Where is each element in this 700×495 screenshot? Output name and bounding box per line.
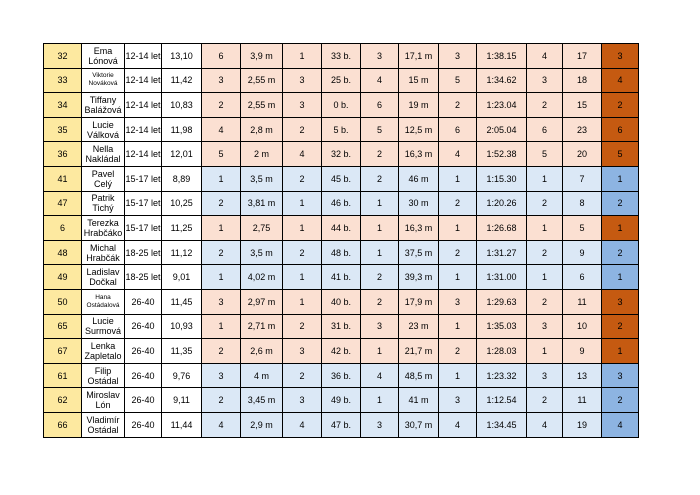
throw-result: 25 b.: [322, 68, 361, 93]
start-number: 41: [44, 166, 82, 191]
distance-result: 30 m: [399, 191, 439, 216]
age-category: 15-17 let: [125, 191, 162, 216]
sprint-result: 11,42: [162, 68, 202, 93]
distance-rank: 3: [439, 289, 477, 314]
last-name: Válková: [86, 129, 120, 140]
final-place: 5: [602, 142, 639, 167]
time-rank: 4: [527, 44, 563, 69]
start-number: 35: [44, 117, 82, 142]
jump-rank: 1: [283, 191, 322, 216]
last-name: Lónová: [88, 55, 118, 66]
last-name: Hrabčák: [86, 252, 120, 263]
table-row: [44, 117, 639, 142]
time-result: 1:38.15: [477, 44, 527, 69]
points-total: 17: [563, 44, 602, 69]
throw-result: 0 b.: [322, 93, 361, 118]
throw-result: 49 b.: [322, 388, 361, 413]
distance-result: 16,3 m: [399, 142, 439, 167]
final-place: 1: [602, 216, 639, 241]
sprint-result: 11,44: [162, 412, 202, 437]
sprint-rank: 4: [202, 412, 241, 437]
age-category: 15-17 let: [125, 216, 162, 241]
sprint-result: 11,98: [162, 117, 202, 142]
distance-rank: 2: [439, 191, 477, 216]
jump-result: 2,55 m: [241, 68, 283, 93]
throw-result: 48 b.: [322, 240, 361, 265]
age-category: 26-40: [125, 314, 162, 339]
first-name: Filip: [94, 365, 112, 376]
age-category: 12-14 let: [125, 93, 162, 118]
start-number: 66: [44, 412, 82, 437]
start-number: 33: [44, 68, 82, 93]
time-rank: 1: [527, 166, 563, 191]
sprint-rank: 2: [202, 191, 241, 216]
age-category: 15-17 let: [125, 166, 162, 191]
time-result: 1:23.04: [477, 93, 527, 118]
time-result: 1:29.63: [477, 289, 527, 314]
distance-result: 39,3 m: [399, 265, 439, 290]
sprint-result: 10,83: [162, 93, 202, 118]
jump-rank: 3: [283, 68, 322, 93]
first-name: Pavel: [91, 168, 115, 179]
throw-rank: 3: [361, 314, 399, 339]
distance-result: 16,3 m: [399, 216, 439, 241]
jump-rank: 2: [283, 240, 322, 265]
sprint-result: 12,01: [162, 142, 202, 167]
last-name: Surmová: [84, 326, 121, 337]
time-rank: 2: [527, 93, 563, 118]
table-row: [44, 240, 639, 265]
last-name: Celý: [93, 178, 112, 189]
first-name: Vladimír: [86, 414, 120, 425]
points-total: 5: [563, 216, 602, 241]
throw-result: 47 b.: [322, 412, 361, 437]
jump-result: 3,5 m: [241, 240, 283, 265]
first-name: Lucie: [92, 316, 114, 327]
distance-rank: 6: [439, 117, 477, 142]
throw-rank: 5: [361, 117, 399, 142]
jump-result: 2 m: [241, 142, 283, 167]
time-result: 1:28.03: [477, 339, 527, 364]
jump-rank: 4: [283, 412, 322, 437]
first-name: Ema: [93, 45, 113, 56]
age-category: 26-40: [125, 289, 162, 314]
throw-result: 5 b.: [322, 117, 361, 142]
start-number: 48: [44, 240, 82, 265]
jump-rank: 3: [283, 93, 322, 118]
sprint-result: 11,25: [162, 216, 202, 241]
last-name: Zapletalo: [84, 350, 122, 361]
last-name: Dočkal: [89, 277, 117, 288]
competitor-name: [82, 314, 125, 339]
sprint-result: 10,25: [162, 191, 202, 216]
time-rank: 4: [527, 412, 563, 437]
competitor-name: [82, 388, 125, 413]
sprint-result: 11,45: [162, 289, 202, 314]
distance-rank: 2: [439, 93, 477, 118]
jump-result: 3,45 m: [241, 388, 283, 413]
distance-result: 48,5 m: [399, 363, 439, 388]
last-name: Ostádal: [87, 424, 119, 435]
last-name: Nováková: [88, 80, 118, 88]
competitor-name: [82, 363, 125, 388]
competitor-name: [82, 68, 125, 93]
table-row: [44, 166, 639, 191]
points-total: 9: [563, 240, 602, 265]
start-number: 62: [44, 388, 82, 413]
throw-rank: 2: [361, 265, 399, 290]
first-name: Lenka: [90, 340, 116, 351]
throw-rank: 1: [361, 216, 399, 241]
table-row: [44, 289, 639, 314]
time-result: 1:23.32: [477, 363, 527, 388]
last-name: Ostádalová: [86, 301, 120, 309]
table-row: [44, 388, 639, 413]
table-row: [44, 412, 639, 437]
sprint-rank: 2: [202, 339, 241, 364]
points-total: 8: [563, 191, 602, 216]
time-rank: 2: [527, 191, 563, 216]
distance-rank: 3: [439, 388, 477, 413]
time-result: 1:31.00: [477, 265, 527, 290]
final-place: 1: [602, 265, 639, 290]
table-row: [44, 314, 639, 339]
distance-result: 19 m: [399, 93, 439, 118]
distance-result: 46 m: [399, 166, 439, 191]
competitor-name: [82, 142, 125, 167]
table-row: [44, 142, 639, 167]
start-number: 34: [44, 93, 82, 118]
first-name: Michal: [89, 242, 116, 253]
time-rank: 1: [527, 216, 563, 241]
throw-rank: 4: [361, 68, 399, 93]
throw-result: 36 b.: [322, 363, 361, 388]
throw-result: 40 b.: [322, 289, 361, 314]
points-total: 6: [563, 265, 602, 290]
start-number: 32: [44, 44, 82, 69]
competitor-name: [82, 44, 125, 69]
jump-result: 4,02 m: [241, 265, 283, 290]
throw-result: 31 b.: [322, 314, 361, 339]
last-name: Tichý: [92, 203, 114, 214]
distance-rank: 2: [439, 339, 477, 364]
sprint-rank: 5: [202, 142, 241, 167]
time-result: 1:31.27: [477, 240, 527, 265]
time-result: 1:35.03: [477, 314, 527, 339]
time-result: 1:34.45: [477, 412, 527, 437]
last-name: Hrabčáko: [83, 227, 123, 238]
throw-result: 44 b.: [322, 216, 361, 241]
sprint-rank: 1: [202, 216, 241, 241]
jump-result: 2,9 m: [241, 412, 283, 437]
sprint-result: 9,76: [162, 363, 202, 388]
age-category: 26-40: [125, 388, 162, 413]
sprint-result: 11,12: [162, 240, 202, 265]
throw-rank: 1: [361, 240, 399, 265]
throw-rank: 1: [361, 388, 399, 413]
throw-result: 41 b.: [322, 265, 361, 290]
competitor-name: [82, 265, 125, 290]
jump-rank: 1: [283, 265, 322, 290]
sprint-result: 9,11: [162, 388, 202, 413]
points-total: 15: [563, 93, 602, 118]
distance-rank: 1: [439, 265, 477, 290]
distance-result: 17,1 m: [399, 44, 439, 69]
throw-rank: 6: [361, 93, 399, 118]
final-place: 2: [602, 191, 639, 216]
competitor-name: [82, 93, 125, 118]
jump-rank: 3: [283, 388, 322, 413]
final-place: 3: [602, 363, 639, 388]
first-name: Terezka: [87, 217, 119, 228]
first-name: Miroslav: [86, 390, 120, 401]
competitor-name: [82, 191, 125, 216]
competitor-name: [82, 117, 125, 142]
sprint-result: 8,89: [162, 166, 202, 191]
final-place: 2: [602, 388, 639, 413]
jump-rank: 4: [283, 142, 322, 167]
time-rank: 3: [527, 68, 563, 93]
time-result: 1:15.30: [477, 166, 527, 191]
age-category: 26-40: [125, 363, 162, 388]
age-category: 26-40: [125, 412, 162, 437]
distance-rank: 4: [439, 412, 477, 437]
jump-result: 2,75: [241, 216, 283, 241]
distance-rank: 5: [439, 68, 477, 93]
table-row: [44, 191, 639, 216]
table-row: [44, 216, 639, 241]
distance-result: 30,7 m: [399, 412, 439, 437]
last-name: Nakládal: [85, 154, 121, 165]
throw-rank: 1: [361, 191, 399, 216]
jump-rank: 2: [283, 314, 322, 339]
final-place: 1: [602, 166, 639, 191]
sprint-result: 10,93: [162, 314, 202, 339]
start-number: 47: [44, 191, 82, 216]
jump-result: 3,9 m: [241, 44, 283, 69]
distance-rank: 1: [439, 166, 477, 191]
distance-result: 23 m: [399, 314, 439, 339]
sprint-rank: 2: [202, 93, 241, 118]
age-category: 12-14 let: [125, 44, 162, 69]
jump-rank: 1: [283, 216, 322, 241]
sprint-rank: 2: [202, 388, 241, 413]
competitor-name: [82, 240, 125, 265]
table-row: [44, 339, 639, 364]
jump-result: 2,8 m: [241, 117, 283, 142]
throw-result: 45 b.: [322, 166, 361, 191]
sprint-result: 13,10: [162, 44, 202, 69]
sprint-rank: 1: [202, 166, 241, 191]
points-total: 23: [563, 117, 602, 142]
throw-result: 33 b.: [322, 44, 361, 69]
sprint-rank: 1: [202, 265, 241, 290]
last-name: Balážová: [84, 104, 122, 115]
points-total: 11: [563, 388, 602, 413]
time-rank: 2: [527, 240, 563, 265]
time-rank: 6: [527, 117, 563, 142]
final-place: 3: [602, 289, 639, 314]
first-name: Ladislav: [86, 267, 120, 278]
start-number: 6: [44, 216, 82, 241]
last-name: Ostádal: [87, 375, 119, 386]
sprint-rank: 6: [202, 44, 241, 69]
table-row: [44, 68, 639, 93]
first-name: Patrik: [91, 193, 115, 204]
points-total: 19: [563, 412, 602, 437]
jump-rank: 1: [283, 289, 322, 314]
start-number: 65: [44, 314, 82, 339]
distance-rank: 1: [439, 363, 477, 388]
time-rank: 2: [527, 388, 563, 413]
points-total: 13: [563, 363, 602, 388]
throw-rank: 2: [361, 166, 399, 191]
throw-rank: 2: [361, 289, 399, 314]
table-row: [44, 265, 639, 290]
sprint-rank: 1: [202, 314, 241, 339]
throw-result: 46 b.: [322, 191, 361, 216]
jump-rank: 2: [283, 117, 322, 142]
sprint-rank: 4: [202, 117, 241, 142]
start-number: 67: [44, 339, 82, 364]
table-row: [44, 93, 639, 118]
first-name: Nella: [92, 144, 114, 155]
time-result: 1:34.62: [477, 68, 527, 93]
throw-rank: 4: [361, 363, 399, 388]
points-total: 11: [563, 289, 602, 314]
distance-result: 37,5 m: [399, 240, 439, 265]
start-number: 50: [44, 289, 82, 314]
final-place: 2: [602, 314, 639, 339]
jump-result: 2,71 m: [241, 314, 283, 339]
time-result: 1:26.68: [477, 216, 527, 241]
time-rank: 3: [527, 363, 563, 388]
points-total: 20: [563, 142, 602, 167]
distance-rank: 4: [439, 142, 477, 167]
jump-result: 4 m: [241, 363, 283, 388]
time-rank: 5: [527, 142, 563, 167]
distance-result: 21,7 m: [399, 339, 439, 364]
start-number: 61: [44, 363, 82, 388]
throw-result: 42 b.: [322, 339, 361, 364]
distance-result: 15 m: [399, 68, 439, 93]
jump-rank: 3: [283, 339, 322, 364]
distance-rank: 3: [439, 44, 477, 69]
final-place: 6: [602, 117, 639, 142]
first-name: Lucie: [92, 119, 114, 130]
throw-result: 32 b.: [322, 142, 361, 167]
distance-result: 12,5 m: [399, 117, 439, 142]
time-rank: 3: [527, 314, 563, 339]
jump-result: 2,55 m: [241, 93, 283, 118]
throw-rank: 2: [361, 142, 399, 167]
results-table: [43, 43, 639, 438]
final-place: 4: [602, 68, 639, 93]
distance-rank: 1: [439, 314, 477, 339]
jump-result: 2,6 m: [241, 339, 283, 364]
distance-result: 41 m: [399, 388, 439, 413]
throw-rank: 3: [361, 412, 399, 437]
final-place: 1: [602, 339, 639, 364]
competitor-name: [82, 216, 125, 241]
competitor-name: [82, 339, 125, 364]
first-name: Viktorie: [92, 72, 114, 80]
age-category: 26-40: [125, 339, 162, 364]
sprint-rank: 2: [202, 240, 241, 265]
competitor-name: [82, 166, 125, 191]
first-name: Tiffany: [89, 94, 117, 105]
first-name: Hana: [95, 293, 111, 301]
jump-rank: 2: [283, 363, 322, 388]
sprint-result: 11,35: [162, 339, 202, 364]
table-row: [44, 44, 639, 69]
points-total: 18: [563, 68, 602, 93]
time-result: 1:12.54: [477, 388, 527, 413]
sprint-rank: 3: [202, 289, 241, 314]
final-place: 2: [602, 93, 639, 118]
distance-result: 17,9 m: [399, 289, 439, 314]
jump-result: 3,81 m: [241, 191, 283, 216]
start-number: 36: [44, 142, 82, 167]
results-body: [44, 44, 639, 438]
sprint-result: 9,01: [162, 265, 202, 290]
jump-result: 2,97 m: [241, 289, 283, 314]
age-category: 12-14 let: [125, 142, 162, 167]
jump-rank: 1: [283, 44, 322, 69]
points-total: 7: [563, 166, 602, 191]
distance-rank: 2: [439, 240, 477, 265]
sprint-rank: 3: [202, 68, 241, 93]
age-category: 18-25 let: [125, 240, 162, 265]
jump-result: 3,5 m: [241, 166, 283, 191]
start-number: 49: [44, 265, 82, 290]
time-rank: 1: [527, 339, 563, 364]
sprint-rank: 3: [202, 363, 241, 388]
final-place: 2: [602, 240, 639, 265]
time-result: 1:52.38: [477, 142, 527, 167]
distance-rank: 1: [439, 216, 477, 241]
time-rank: 2: [527, 289, 563, 314]
time-result: 1:20.26: [477, 191, 527, 216]
last-name: Lón: [95, 400, 111, 411]
points-total: 9: [563, 339, 602, 364]
jump-rank: 2: [283, 166, 322, 191]
competitor-name: [82, 289, 125, 314]
age-category: 12-14 let: [125, 117, 162, 142]
table-row: [44, 363, 639, 388]
points-total: 10: [563, 314, 602, 339]
time-result: 2:05.04: [477, 117, 527, 142]
final-place: 3: [602, 44, 639, 69]
age-category: 12-14 let: [125, 68, 162, 93]
age-category: 18-25 let: [125, 265, 162, 290]
time-rank: 1: [527, 265, 563, 290]
competitor-name: [82, 412, 125, 437]
throw-rank: 1: [361, 339, 399, 364]
throw-rank: 3: [361, 44, 399, 69]
final-place: 4: [602, 412, 639, 437]
